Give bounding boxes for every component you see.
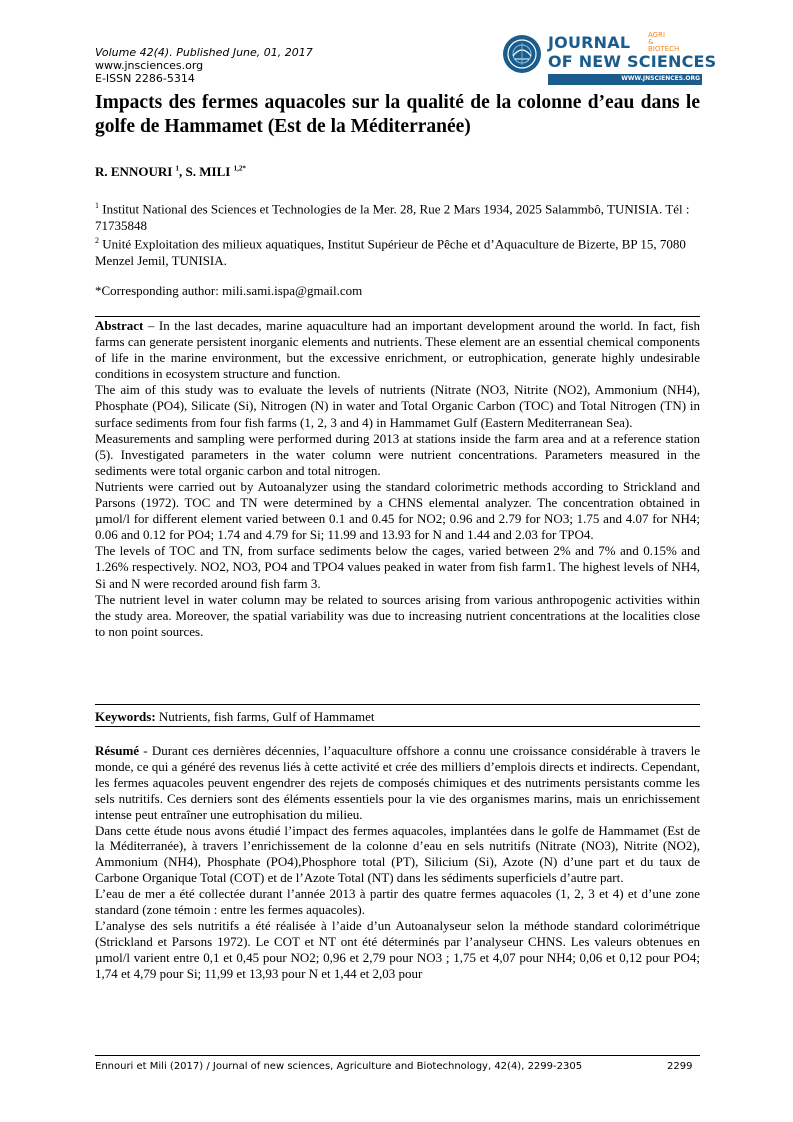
- issn-info: E-ISSN 2286-5314: [95, 72, 195, 85]
- abstract-text: – In the last decades, marine aquaculture had an important development around the world. In fact, fish farms can generate persistent inorganic elements and nutrients. These element are an essential chemical components of life in the marine environment, but the excessive enrichment, or eutrophication, generate highly undesirable conditions in ecosystem structure and function.: [95, 318, 700, 382]
- abstract-bottom-rule: [95, 704, 700, 705]
- journal-emblem-icon: [502, 34, 542, 74]
- website-link[interactable]: www.jnsciences.org: [95, 59, 204, 72]
- author-affiliation-sup: 1: [175, 164, 180, 173]
- resume-paragraph: L’analyse des sels nutritifs a été réalisée à l’aide d’un Autoanalyseur selon la méthode standard colorimétrique (Strickland et Parsons 1972). Le COT et NT ont été déterminés par l’analyseur CHNS. Les valeurs obtenues en µmol/l varient entre 0,1 et 0,45 pour NO2; 0,96 et 2,79 pour NO3 ; 1,75 et 4,07 pour NH4; 0,06 et 0,12 pour PO4; 1,74 et 4,79 pour Si; 11,99 et 13,93 pour N et 1,44 et 2,03 pour: [95, 917, 700, 981]
- logo-tag-agri: AGRI: [648, 31, 666, 39]
- journal-header-info: [95, 46, 313, 85]
- author-affiliation-sup: 1,2*: [233, 164, 246, 173]
- logo-new-sciences-text: OF NEW SCIENCES: [548, 52, 717, 71]
- footer-rule: [95, 1055, 700, 1056]
- resume-paragraph: L’eau de mer a été collectée durant l’année 2013 à partir des quatre fermes aquacoles (1, 2, 3 et 4) et d’une zone standard (zone témoin : entre les fermes aquacoles).: [95, 886, 700, 918]
- resume-paragraph: Dans cette étude nous avons étudié l’impact des fermes aquacoles, implantées dans le golfe de Hammamet (Est de la Méditerranée), à travers l’enrichissement de la colonne d’eau en sels nutritifs (Nitrate (NO3), Nitrite (NO2), Ammonium (NH4), Phosphate (PO4),Phosphore total (PT), Silicium (Si), Azote (N) d’une part et du taux de Carbone Organique Total (COT) et de l’Azote Total (NT) dans les sédiments superficiels d’autre part.: [95, 822, 700, 886]
- affiliation-number: 2: [95, 236, 99, 245]
- resume-paragraph: [95, 743, 700, 823]
- abstract-paragraph: [95, 318, 700, 382]
- logo-word-journal: JOURNAL: [548, 33, 631, 52]
- abstract-top-rule: [95, 316, 700, 317]
- author-name: S. MILI: [185, 164, 231, 179]
- affiliation-text: Unité Exploitation des milieux aquatiques, Institut Supérieur de Pêche et d’Aquaculture de Bizerte, BP 15, 7080 Menzel Jemil, TUNISIA.: [95, 236, 686, 269]
- abstract-label: Abstract: [95, 318, 144, 333]
- resume-text: - Durant ces dernières décennies, l’aquaculture offshore a connu une croissance considérable à travers le monde, ce qui a généré des revenus liés à cette activité et crée des milliers d’emplois directs et indirects. Cependant, les fermes aquacoles peuvent engendrer des rejets de composés chimiques et des nutriments persistants comme les sels nutritifs. Ces derniers sont des éléments essentiels pour la vie des organismes marins, mais un enrichissement intense peut entraîner une eutrophisation du milieu.: [95, 743, 700, 822]
- footer-citation: Ennouri et Mili (2017) / Journal of new sciences, Agriculture and Biotechnology, 42(4), 2299-2305: [95, 1061, 583, 1072]
- authors-line: [95, 164, 246, 180]
- paper-title: Impacts des fermes aquacoles sur la qualité de la colonne d’eau dans le golfe de Hammamet (Est de la Méditerranée): [95, 92, 700, 137]
- logo-tag-amp: &: [648, 38, 654, 46]
- logo-url[interactable]: WWW.JNSCIENCES.ORG: [621, 75, 700, 82]
- corresponding-author: *Corresponding author: mili.sami.ispa@gmail.com: [95, 283, 363, 298]
- abstract-paragraph: The nutrient level in water column may be related to sources arising from various anthropogenic activities within the study area. Moreover, the spatial variability was due to increasing nutrient concentrations at the localities close to non point sources.: [95, 591, 700, 639]
- abstract-paragraph: The levels of TOC and TN, from surface sediments below the cages, varied between 2% and 7% and 0.15% and 1.26% respectively. NO2, NO3, PO4 and TPO4 values peaked in water from fish farm1. The highest levels of NH4, Si and N were recorded around fish farm 3.: [95, 543, 700, 591]
- resume-section: [95, 743, 700, 982]
- author-separator: ,: [179, 164, 186, 179]
- abstract-paragraph: Measurements and sampling were performed during 2013 at stations inside the farm area and at a reference station (5). Investigated parameters in the water column were nutrient concentrations. Parameters measured in the sediments were total organic carbon and total nitrogen.: [95, 430, 700, 478]
- affiliation-number: 1: [95, 201, 99, 210]
- keywords-bottom-rule: [95, 726, 700, 727]
- affiliation-2: [95, 232, 700, 269]
- journal-logo: [502, 31, 717, 87]
- affiliation-text: Institut National des Sciences et Technologies de la Mer. 28, Rue 2 Mars 1934, 2025 Salammbô, TUNISIA. Tél : 71735848: [95, 201, 690, 234]
- abstract-paragraph: Nutrients were carried out by Autoanalyzer using the standard colorimetric methods according to Strickland and Parsons (1972). TOC and TN were determined by a CHNS elemental analyzer. The concentration obtained in µmol/l for different element varied between 0.1 and 0.45 for NO2; 0.96 and 2.79 for NO3; 1.75 and 4.07 for NH4; 0.06 and 0.12 for PO4; 1.74 and 4.79 for Si; 11.99 and 13.93 for N and 1.44 and 2.03 for TPO4.: [95, 478, 700, 543]
- abstract-paragraph: The aim of this study was to evaluate the levels of nutrients (Nitrate (NO3, Nitrite (NO2), Ammonium (NH4), Phosphate (PO4), Silicate (Si), Nitrogen (N) in water and Total Organic Carbon (TOC) and Total Nitrogen (TN) in surface sediments from four fish farms (1, 2, 3 and 4) in Hammamet Gulf (Eastern Mediterranean Sea).: [95, 382, 700, 430]
- logo-agri-biotech-tag: [648, 32, 698, 53]
- resume-label: Résumé: [95, 743, 140, 758]
- keywords-line: [95, 709, 700, 725]
- keywords-text: Nutrients, fish farms, Gulf of Hammamet: [155, 709, 375, 724]
- abstract-section: [95, 318, 700, 640]
- logo-word-new-sciences: [548, 52, 716, 71]
- keywords-label: Keywords:: [95, 709, 156, 724]
- logo-url-band: [548, 74, 702, 85]
- logo-tag-biotech: BIOTECH: [648, 45, 680, 53]
- page-number: 2299: [667, 1061, 693, 1072]
- affiliation-1: [95, 197, 700, 234]
- author-name: R. ENNOURI: [95, 164, 173, 179]
- volume-info: Volume 42(4). Published June, 01, 2017: [95, 46, 313, 59]
